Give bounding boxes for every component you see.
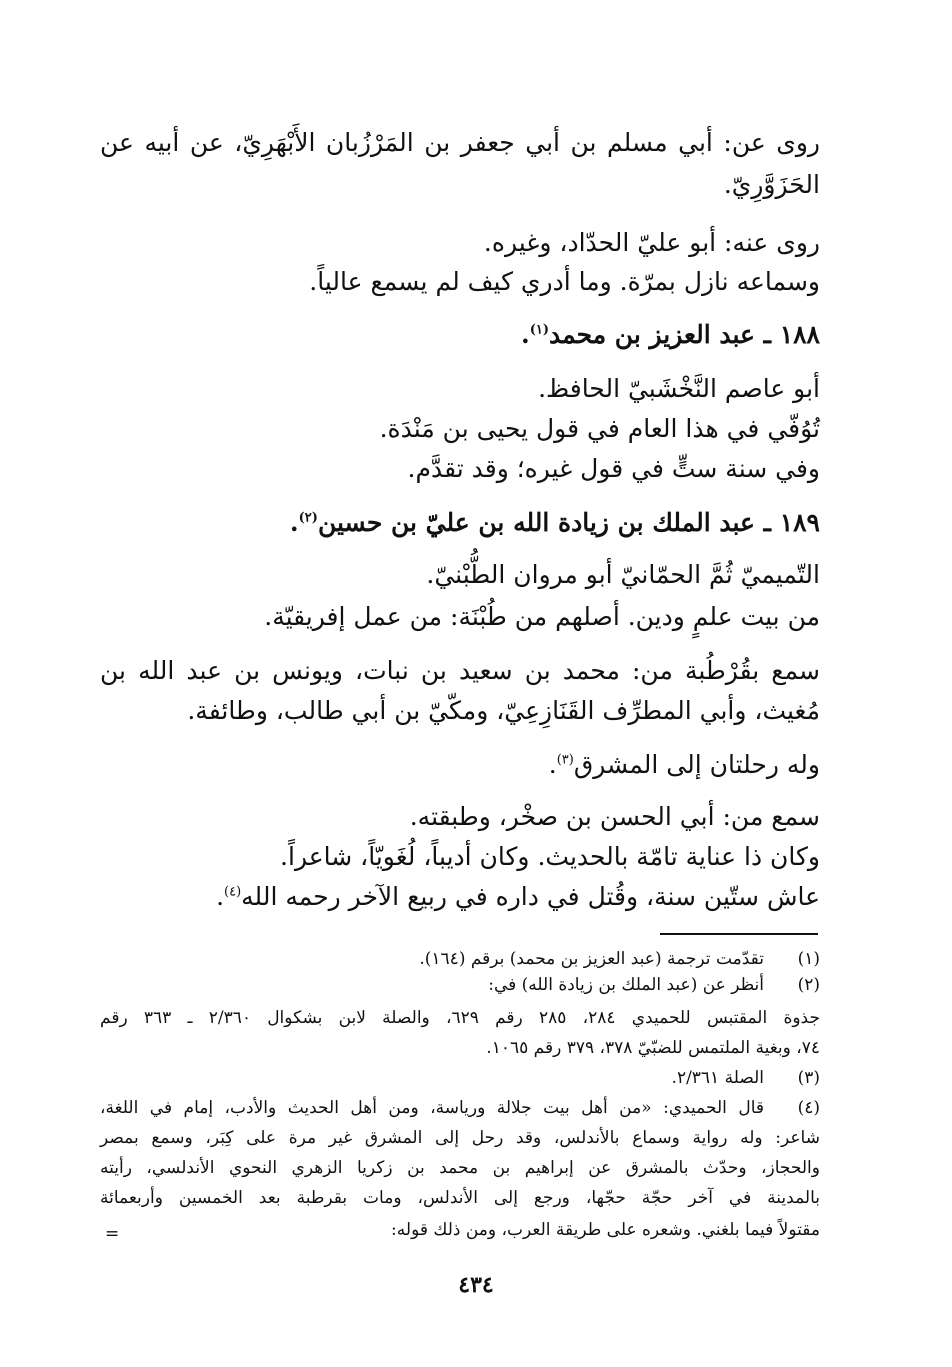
heading-period: . <box>289 508 299 537</box>
text-fragment: وله رحلتان إلى المشرق <box>573 750 820 779</box>
text-line: روى عن: أبي مسلم بن أبي جعفر بن المَرْزُبان الأَبْهَرِيّ، عن أبيه عن <box>100 128 820 157</box>
footnote-number: (٤) <box>797 1098 820 1118</box>
heading-period: . <box>520 320 530 349</box>
text-line <box>549 748 820 782</box>
text-line: وسماعه نازل بمرّة. وما أدري كيف لم يسمع عالياً. <box>309 267 820 296</box>
text-line: سمع من: أبي الحسن بن صخْر، وطبقته. <box>409 802 820 831</box>
footnote-marker: (١) <box>529 322 549 338</box>
footnote-text: أنظر عن (عبد الملك بن زيادة الله) في: <box>488 975 764 995</box>
footnote-marker: (٢) <box>298 510 318 526</box>
text-line: التّميميّ ثُمَّ الحمّانيّ أبو مروان الطُّبْنيّ. <box>426 560 820 589</box>
footnote-text: الصلة ٢/٣٦١. <box>671 1068 764 1088</box>
heading-text: ۱۸۸ ـ عبد العزيز بن محمد <box>549 320 820 349</box>
footnote-marker: (٤) <box>224 884 242 900</box>
text-fragment: عاش ستّين سنة، وقُتل في داره في ربيع الآخر رحمه الله <box>241 882 820 911</box>
footnote-text: والحجاز، وحدّث بالمشرق عن إبراهيم بن محمد بن زكريا الزهري النحوي الأندلسي، رأيته <box>100 1158 820 1178</box>
text-line: الحَزَوَّرِيّ. <box>723 170 820 199</box>
footnote-divider <box>660 933 818 935</box>
continuation-mark: = <box>105 1224 120 1244</box>
heading-text: ۱۸۹ ـ عبد الملك بن زيادة الله بن عليّ بن حسين <box>317 508 820 537</box>
text-line: أبو عاصم النَّخْشَبيّ الحافظ. <box>538 374 820 403</box>
text-line <box>216 880 820 914</box>
footnote-text: بالمدينة في آخر حجّة حجّها، ورجع إلى الأندلس، ومات بقرطبة بعد الخمسين وأربعمائة <box>100 1188 820 1208</box>
text-line: تُوُفّي في هذا العام في قول يحيى بن مَنْدَة. <box>379 414 820 443</box>
footnote-text: ٧٤، وبغية الملتمس للضبّيّ ٣٧٨، ٣٧٩ رقم ١٠٦٥. <box>486 1038 820 1058</box>
text-line: مُغيث، وأبي المطرِّف القَنَازِعِيّ، ومكّيّ بن أبي طالب، وطائفة. <box>187 696 820 725</box>
footnote-text: قال الحميدي: «من أهل بيت جلالة ورياسة، ومن أهل الحديث والأدب، إمام في اللغة، <box>100 1098 764 1118</box>
page-number: ٤٣٤ <box>458 1272 494 1298</box>
entry-heading-189 <box>290 506 820 540</box>
footnote-number: (١) <box>797 949 820 969</box>
footnote-text: تقدّمت ترجمة (عبد العزيز بن محمد) برقم (١٦٤). <box>419 949 764 969</box>
text-line: وكان ذا عناية تامّة بالحديث. وكان أديباً، لُغَويّاً، شاعراً. <box>280 842 820 871</box>
text-line: وفي سنة ستٍّ في قول غيره؛ وقد تقدَّم. <box>407 454 820 483</box>
footnote-number: (٣) <box>797 1068 820 1088</box>
footnote-text: مقتولاً فيما بلغني. وشعره على طريقة العرب، ومن ذلك قوله: <box>391 1220 820 1240</box>
text-line: سمع بقُرْطُبة من: محمد بن سعيد بن نبات، ويونس بن عبد الله بن <box>100 656 820 685</box>
text-line: روى عنه: أبو عليّ الحدّاد، وغيره. <box>483 228 820 257</box>
text-period: . <box>548 750 557 779</box>
text-period: . <box>216 882 225 911</box>
footnote-number: (٢) <box>797 975 820 995</box>
footnote-marker: (٣) <box>556 752 574 768</box>
entry-heading-188 <box>521 318 820 352</box>
text-line: من بيت علمٍ ودين. أصلهم من طُبْنَة: من عمل إفريقيّة. <box>264 602 820 631</box>
footnote-text: جذوة المقتبس للحميدي ٢٨٤، ٢٨٥ رقم ٦٢٩، والصلة لابن بشكوال ٢/٣٦٠ ـ ٣٦٣ رقم <box>100 1008 820 1028</box>
footnote-text: شاعر: وله رواية وسماع بالأندلس، وقد رحل إلى المشرق غير مرة على كِبَر، وسمع بمصر <box>100 1128 820 1148</box>
